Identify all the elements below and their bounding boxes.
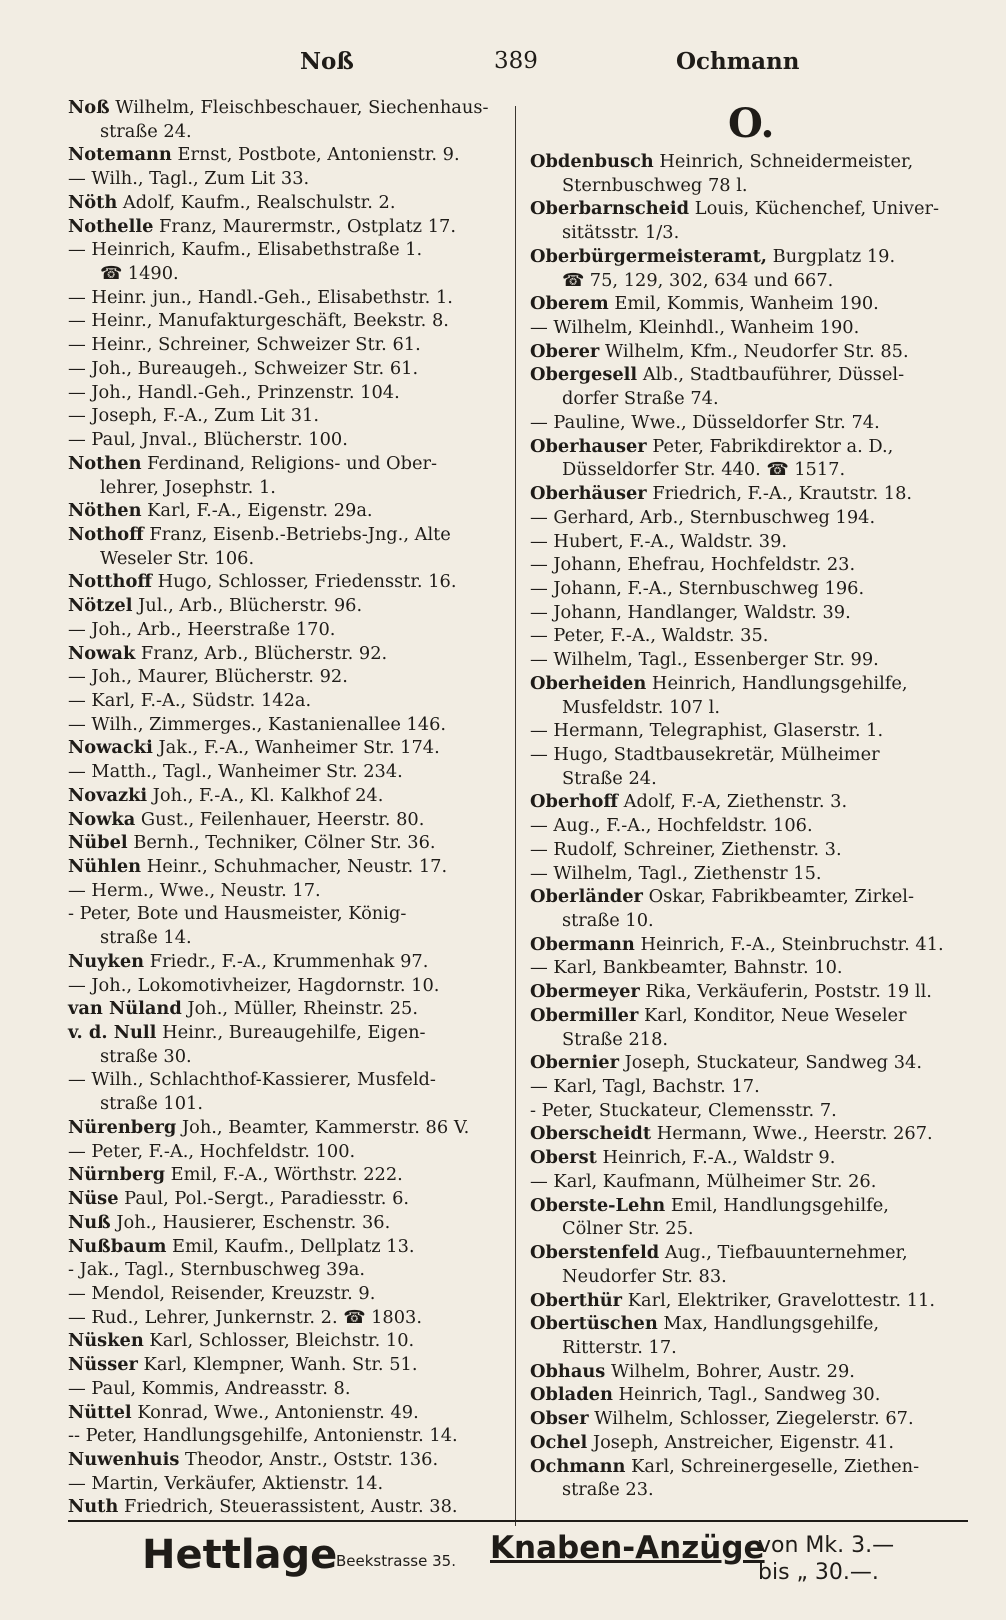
header-left-guide-word: Noß [300, 48, 354, 75]
directory-line: — Rud., Lehrer, Junkernstr. 2. ☎ 1803. [68, 1306, 422, 1328]
directory-line: Oberst Heinrich, F.-A., Waldstr 9. [530, 1147, 836, 1169]
directory-line: — Johann, Ehefrau, Hochfeldstr. 23. [530, 554, 856, 576]
directory-line: Oberheiden Heinrich, Handlungsgehilfe, [530, 672, 908, 694]
directory-line: — Wilhelm, Tagl., Essenberger Str. 99. [530, 649, 879, 671]
surname: Nothelle [68, 215, 154, 237]
ad-price-from: von Mk. 3.— [758, 1533, 895, 1558]
directory-line: — Peter, F.-A., Hochfeldstr. 100. [68, 1140, 356, 1162]
directory-line: Obhaus Wilhelm, Bohrer, Austr. 29. [530, 1360, 855, 1382]
directory-line: Obladen Heinrich, Tagl., Sandweg 30. [530, 1384, 881, 1406]
directory-line: — Paul, Kommis, Andreasstr. 8. [68, 1377, 351, 1399]
directory-line: — Peter, F.-A., Waldstr. 35. [530, 625, 769, 647]
surname: Oberer [530, 340, 600, 362]
directory-line: — Rudolf, Schreiner, Ziethenstr. 3. [530, 838, 842, 860]
directory-line: Nüsken Karl, Schlosser, Bleichstr. 10. [68, 1330, 415, 1352]
surname: Obermann [530, 933, 635, 955]
directory-line: — Pauline, Wwe., Düsseldorfer Str. 74. [530, 411, 880, 433]
left-column [68, 96, 504, 1519]
surname: Oberthür [530, 1289, 623, 1311]
directory-line: — Paul, Jnval., Blücherstr. 100. [68, 429, 348, 451]
directory-line: Nuth Friedrich, Steuerassistent, Austr. 38. [68, 1496, 458, 1518]
directory-line: — Wilh., Schlachthof-Kassierer, Musfeld- [68, 1069, 436, 1091]
surname: Nöthen [68, 500, 142, 522]
directory-line: Nothen Ferdinand, Religions- und Ober- [68, 452, 438, 474]
directory-line: straße 14. [100, 927, 192, 949]
surname: Nowka [68, 808, 136, 830]
surname: Notthoff [68, 571, 152, 593]
surname: Nuß [68, 1211, 111, 1233]
surname: Nübel [68, 832, 128, 854]
directory-line: Novazki Joh., F.-A., Kl. Kalkhof 24. [68, 784, 384, 806]
directory-line: Nöthen Karl, F.-A., Eigenstr. 29a. [68, 500, 373, 522]
directory-line: Obergesell Alb., Stadtbauführer, Düssel- [530, 364, 905, 386]
surname: Obergesell [530, 364, 638, 386]
surname: Nöth [68, 191, 118, 213]
directory-line: Straße 218. [562, 1028, 669, 1050]
surname: Nowacki [68, 737, 153, 759]
surname: Obladen [530, 1384, 613, 1406]
directory-line: — Johann, F.-A., Sternbuschweg 196. [530, 577, 865, 599]
footer-rule [68, 1520, 968, 1522]
directory-line: Oberbürgermeisteramt, Burgplatz 19. [530, 245, 896, 267]
directory-line: Nothelle Franz, Maurermstr., Ostplatz 17. [68, 215, 456, 237]
directory-line: ☎ 75, 129, 302, 634 und 667. [562, 269, 834, 291]
directory-line: — Heinr., Schreiner, Schweizer Str. 61. [68, 334, 421, 356]
directory-line: v. d. Null Heinr., Bureaugehilfe, Eigen- [68, 1022, 426, 1044]
surname: Oberem [530, 293, 609, 315]
surname: Nüsser [68, 1354, 138, 1376]
directory-line: — Matth., Tagl., Wanheimer Str. 234. [68, 761, 403, 783]
surname: Nürnberg [68, 1164, 166, 1186]
directory-line: Düsseldorfer Str. 440. ☎ 1517. [562, 459, 846, 481]
directory-line: Ochel Joseph, Anstreicher, Eigenstr. 41. [530, 1431, 895, 1453]
directory-line: - Jak., Tagl., Sternbuschweg 39a. [68, 1259, 366, 1281]
surname: Oberhauser [530, 435, 647, 457]
directory-line: — Karl, Tagl, Bachstr. 17. [530, 1076, 760, 1098]
directory-line: - Peter, Bote und Hausmeister, König- [68, 903, 407, 925]
surname: Obernier [530, 1052, 619, 1074]
directory-line: Nötzel Jul., Arb., Blücherstr. 96. [68, 595, 363, 617]
ad-company-name: Hettlage [142, 1532, 338, 1578]
surname: Nowak [68, 642, 136, 664]
directory-line: Obermeyer Rika, Verkäuferin, Poststr. 19 ll. [530, 981, 932, 1003]
directory-line: Musfeldstr. 107 l. [562, 696, 721, 718]
directory-line: — Hermann, Telegraphist, Glaserstr. 1. [530, 720, 884, 742]
surname: Ochel [530, 1431, 588, 1453]
surname: Nüse [68, 1188, 119, 1210]
directory-line: — Wilh., Zimmerges., Kastanienallee 146. [68, 713, 447, 735]
surname: Nürenberg [68, 1116, 177, 1138]
directory-line: — Karl, Kaufmann, Mülheimer Str. 26. [530, 1170, 877, 1192]
surname: Oberbarnscheid [530, 198, 690, 220]
directory-line: Nüse Paul, Pol.-Sergt., Paradiesstr. 6. [68, 1188, 410, 1210]
directory-line: straße 101. [100, 1093, 204, 1115]
surname: Obser [530, 1408, 589, 1430]
directory-line: — Hubert, F.-A., Waldstr. 39. [530, 530, 788, 552]
directory-line: — Heinr. jun., Handl.-Geh., Elisabethstr. 1. [68, 286, 453, 308]
surname: Oberländer [530, 886, 643, 908]
directory-line: — Gerhard, Arb., Sternbuschweg 194. [530, 506, 876, 528]
directory-line: van Nüland Joh., Müller, Rheinstr. 25. [68, 998, 418, 1020]
surname: Obermiller [530, 1004, 639, 1026]
directory-line: Nübel Bernh., Techniker, Cölner Str. 36. [68, 832, 436, 854]
directory-line: Nöth Adolf, Kaufm., Realschulstr. 2. [68, 191, 396, 213]
directory-line: Neudorfer Str. 83. [562, 1265, 727, 1287]
surname: Oberste-Lehn [530, 1194, 666, 1216]
directory-line: Nüsser Karl, Klempner, Wanh. Str. 51. [68, 1354, 418, 1376]
directory-line: straße 24. [100, 120, 192, 142]
directory-line: — Joh., Arb., Heerstraße 170. [68, 618, 336, 640]
directory-line: Ritterstr. 17. [562, 1336, 677, 1358]
directory-line: Obdenbusch Heinrich, Schneidermeister, [530, 151, 914, 172]
surname: Oberbürgermeisteramt, [530, 245, 767, 267]
directory-line: — Joh., Maurer, Blücherstr. 92. [68, 666, 348, 688]
directory-line: lehrer, Josephstr. 1. [100, 476, 276, 498]
column-divider [515, 106, 516, 1526]
surname: Nuwenhuis [68, 1448, 180, 1470]
surname: Oberstenfeld [530, 1242, 660, 1264]
directory-line: — Martin, Verkäufer, Aktienstr. 14. [68, 1472, 384, 1494]
surname: Nüttel [68, 1401, 132, 1423]
directory-line: Oberscheidt Hermann, Wwe., Heerstr. 267. [530, 1123, 933, 1145]
surname: Ochmann [530, 1455, 626, 1477]
surname: Novazki [68, 784, 148, 806]
surname: Nußbaum [68, 1235, 167, 1257]
directory-line: — Hugo, Stadtbausekretär, Mülheimer [530, 743, 880, 765]
ad-price-to: bis „ 30.—. [758, 1560, 879, 1585]
directory-line: straße 23. [562, 1479, 654, 1501]
ad-price-range [758, 1532, 894, 1586]
directory-line: — Joh., Lokomotivheizer, Hagdornstr. 10. [68, 974, 440, 996]
header-right-guide-word: Ochmann [676, 48, 800, 75]
surname: Nüsken [68, 1330, 144, 1352]
directory-line: — Herm., Wwe., Neustr. 17. [68, 879, 321, 901]
directory-line: Nowak Franz, Arb., Blücherstr. 92. [68, 642, 388, 664]
directory-line: Noß Wilhelm, Fleischbeschauer, Siechenhaus- [68, 97, 489, 118]
directory-line: - Peter, Stuckateur, Clemensstr. 7. [530, 1099, 837, 1121]
directory-line: Sternbuschweg 78 l. [562, 174, 748, 196]
directory-line: Oberhäuser Friedrich, F.-A., Krautstr. 18. [530, 483, 913, 505]
directory-line: dorfer Straße 74. [562, 388, 719, 410]
directory-line: Nüttel Konrad, Wwe., Antonienstr. 49. [68, 1401, 419, 1423]
directory-line: Oberhauser Peter, Fabrikdirektor a. D., [530, 435, 894, 457]
surname: Obdenbusch [530, 151, 654, 172]
directory-line: -- Peter, Handlungsgehilfe, Antonienstr. 14. [68, 1425, 458, 1447]
surname: Obermeyer [530, 981, 640, 1003]
directory-line: Oberste-Lehn Emil, Handlungsgehilfe, [530, 1194, 889, 1216]
directory-line: Notemann Ernst, Postbote, Antonienstr. 9. [68, 144, 460, 166]
directory-line: Ochmann Karl, Schreinergeselle, Ziethen- [530, 1455, 920, 1477]
directory-line: — Johann, Handlanger, Waldstr. 39. [530, 601, 851, 623]
surname: Notemann [68, 144, 172, 166]
directory-line: Nürenberg Joh., Beamter, Kammerstr. 86 V. [68, 1116, 470, 1138]
directory-line: — Joh., Handl.-Geh., Prinzenstr. 104. [68, 381, 400, 403]
directory-line: Oberbarnscheid Louis, Küchenchef, Univer- [530, 198, 939, 220]
section-letter: O. [728, 100, 775, 147]
surname: Nothoff [68, 523, 144, 545]
directory-line: Nühlen Heinr., Schuhmacher, Neustr. 17. [68, 856, 448, 877]
surname: Nuth [68, 1496, 119, 1518]
surname: van Nüland [68, 998, 182, 1020]
directory-line: Obermiller Karl, Konditor, Neue Weseler [530, 1004, 907, 1026]
directory-line: Obermann Heinrich, F.-A., Steinbruchstr. 41. [530, 933, 944, 955]
directory-line: Nuyken Friedr., F.-A., Krummenhak 97. [68, 950, 429, 972]
directory-line: ☎ 1490. [100, 263, 179, 285]
directory-line: — Karl, Bankbeamter, Bahnstr. 10. [530, 957, 843, 979]
directory-line: Nothoff Franz, Eisenb.-Betriebs-Jng., Alte [68, 523, 451, 545]
directory-line: — Wilhelm, Tagl., Ziethenstr 15. [530, 862, 822, 884]
directory-line: Notthoff Hugo, Schlosser, Friedensstr. 16. [68, 571, 457, 593]
surname: Oberhäuser [530, 483, 647, 505]
surname: Nühlen [68, 856, 142, 877]
ad-address: Beekstrasse 35. [336, 1552, 456, 1570]
page-number: 389 [494, 48, 538, 74]
directory-line: Nuwenhuis Theodor, Anstr., Oststr. 136. [68, 1448, 439, 1470]
surname: Oberscheidt [530, 1123, 652, 1145]
directory-line: sitätsstr. 1/3. [562, 222, 680, 244]
surname: Nötzel [68, 595, 133, 617]
advertisement [68, 1526, 968, 1606]
directory-line: — Aug., F.-A., Hochfeldstr. 106. [530, 815, 813, 837]
directory-line: — Mendol, Reisender, Kreuzstr. 9. [68, 1282, 376, 1304]
surname: Obertüschen [530, 1313, 658, 1335]
directory-line: — Joh., Bureaugeh., Schweizer Str. 61. [68, 357, 419, 379]
ad-product: Knaben-Anzüge [490, 1530, 765, 1566]
directory-line: Oberer Wilhelm, Kfm., Neudorfer Str. 85. [530, 340, 909, 362]
directory-line: — Joseph, F.-A., Zum Lit 31. [68, 405, 319, 427]
directory-line: Cölner Str. 25. [562, 1218, 694, 1240]
directory-line: Obernier Joseph, Stuckateur, Sandweg 34. [530, 1052, 922, 1074]
directory-line: Obser Wilhelm, Schlosser, Ziegelerstr. 67. [530, 1408, 914, 1430]
surname: Oberst [530, 1147, 597, 1169]
directory-line: — Wilh., Tagl., Zum Lit 33. [68, 168, 310, 190]
directory-line: Oberthür Karl, Elektriker, Gravelottestr. 11. [530, 1289, 935, 1311]
directory-line: Oberstenfeld Aug., Tiefbauunternehmer, [530, 1242, 908, 1264]
directory-line: Straße 24. [562, 767, 657, 789]
surname: v. d. Null [68, 1022, 157, 1044]
directory-line: — Heinr., Manufakturgeschäft, Beekstr. 8. [68, 310, 449, 332]
directory-line: Nußbaum Emil, Kaufm., Dellplatz 13. [68, 1235, 415, 1257]
directory-line: Nowka Gust., Feilenhauer, Heerstr. 80. [68, 808, 425, 830]
right-column [530, 150, 966, 1502]
directory-line: — Wilhelm, Kleinhdl., Wanheim 190. [530, 317, 860, 339]
surname: Nothen [68, 452, 142, 474]
directory-line: Obertüschen Max, Handlungsgehilfe, [530, 1313, 880, 1335]
directory-line: Nürnberg Emil, F.-A., Wörthstr. 222. [68, 1164, 403, 1186]
directory-line: — Karl, F.-A., Südstr. 142a. [68, 689, 312, 711]
directory-line: Oberem Emil, Kommis, Wanheim 190. [530, 293, 879, 315]
directory-line: Oberhoff Adolf, F.-A, Ziethenstr. 3. [530, 791, 848, 813]
surname: Oberheiden [530, 672, 647, 694]
directory-line: — Heinrich, Kaufm., Elisabethstraße 1. [68, 239, 423, 261]
directory-line: straße 30. [100, 1045, 192, 1067]
directory-line: Weseler Str. 106. [100, 547, 255, 569]
directory-line: Oberländer Oskar, Fabrikbeamter, Zirkel- [530, 886, 914, 908]
surname: Nuyken [68, 950, 145, 972]
surname: Obhaus [530, 1360, 606, 1382]
surname: Oberhoff [530, 791, 618, 813]
directory-line: Nuß Joh., Hausierer, Eschenstr. 36. [68, 1211, 391, 1233]
directory-line: straße 10. [562, 910, 654, 931]
surname: Noß [68, 97, 110, 118]
directory-line: Nowacki Jak., F.-A., Wanheimer Str. 174. [68, 737, 440, 759]
